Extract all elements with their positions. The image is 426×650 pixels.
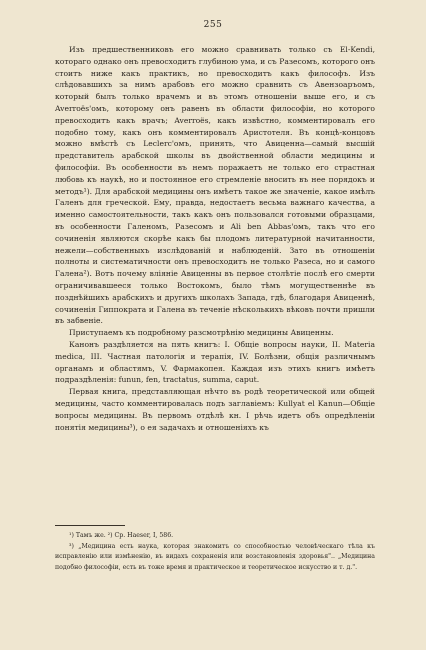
footnote: ³) „Медицина есть наука, которая знакомитъ со способностью человѣческаго тѣла къ исправленію или измѣненію, въ видахъ сохраненія или возстановленія здоровья".. „Медицина подобно философіи, есть въ тоже время и практическое и теоретическое искусство и т. д.". (55, 542, 375, 571)
footnote: ¹) Тамъ же. ²) Ср. Haeser, I, 586. (69, 532, 174, 539)
paragraph: Канонъ раздѣляется на пять книгъ: I. Общіе вопросы науки, II. Materia medica, III. Частная патологія и терапія, IV. Болѣзни, общія различнымъ органамъ и областямъ, V. Фармакопея. Каждая изъ этихъ книгъ имѣетъ подраздѣленія: funun, fen, tractatus, summa, caput. (55, 339, 375, 385)
paragraph: Первая книга, представляющая нѣчто въ родѣ теоретической или общей медицины, часто комментировалась подъ заглавіемъ: Kullyat el Kanun—Общіе вопросы медицины. Въ первомъ отдѣлѣ кн. I рѣчь идетъ объ опредѣленіи понятія медицины³), о ея задачахъ и отношеніяхъ къ (55, 387, 375, 432)
paragraph: Изъ предшественниковъ его можно сравнивать только съ El-Kendi, котораго однако онъ превосходитъ глубиною ума, и съ Разесомъ, которого онъ стоитъ ниже какъ практикъ, но превосходитъ какъ философъ. Изъ слѣдовавшихъ за нимъ арабовъ его можно сравнить съ Авензоаръомъ, который былъ только врачемъ и въ этомъ отношеніи выше его, и съ Averroës'омъ, которому онъ равенъ въ области философіи, но которого превосходитъ какъ врачъ; Averroës, какъ извѣстно, комментировалъ его подобно тому, какъ онъ комментировалъ Аристотеля. Въ концѣ-концовъ можно вмѣстѣ съ Leclerc'омъ, принять, что Авиценна—самый высшій представитель арабской школы въ двойственной области медицины и философіи. Въ особенности въ немъ поражаетъ не только его страстная любовь къ наукѣ, но и постоянное его стремленіе вносить въ нее порядокъ и методъ¹). Для арабской медицины онъ имѣетъ такое же значеніе, какое имѣлъ Галенъ для греческой. Ему, правда, недостаетъ весьма важнаго качества, а именно самостоятельности, такъ какъ онъ пользовался готовыми образцами, въ особенности Галеномъ, Разесомъ и Ali ben Abbas'омъ, такъ что его сочиненія являются скорѣе какъ бы плодомъ литературной начитанности, нежели—собственныхъ изслѣдованій и наблюденій. Зато въ отношеніи полноты и систематичности онъ превосходитъ не только Разеса, но и самого Галена²). Вотъ почему вліяніе Авиценны въ первое столѣтіе послѣ его смерти ограничивавшееся только Востокомъ, было тѣмъ могущественнѣе въ позднѣйшихъ арабскихъ и другихъ школахъ Запада, гдѣ, благодаря Авиценнѣ, сочиненія Гиппократа и Галена въ теченіе нѣсколькихъ вѣковъ почти пришли въ забвеніе. (55, 45, 375, 326)
footnote-divider (55, 525, 125, 526)
body-text (55, 44, 375, 433)
page-number: 255 (203, 20, 223, 30)
paragraph: Приступаемъ къ подробному разсмотрѣнію медицины Авиценны. (69, 328, 334, 338)
footnotes (55, 531, 375, 573)
